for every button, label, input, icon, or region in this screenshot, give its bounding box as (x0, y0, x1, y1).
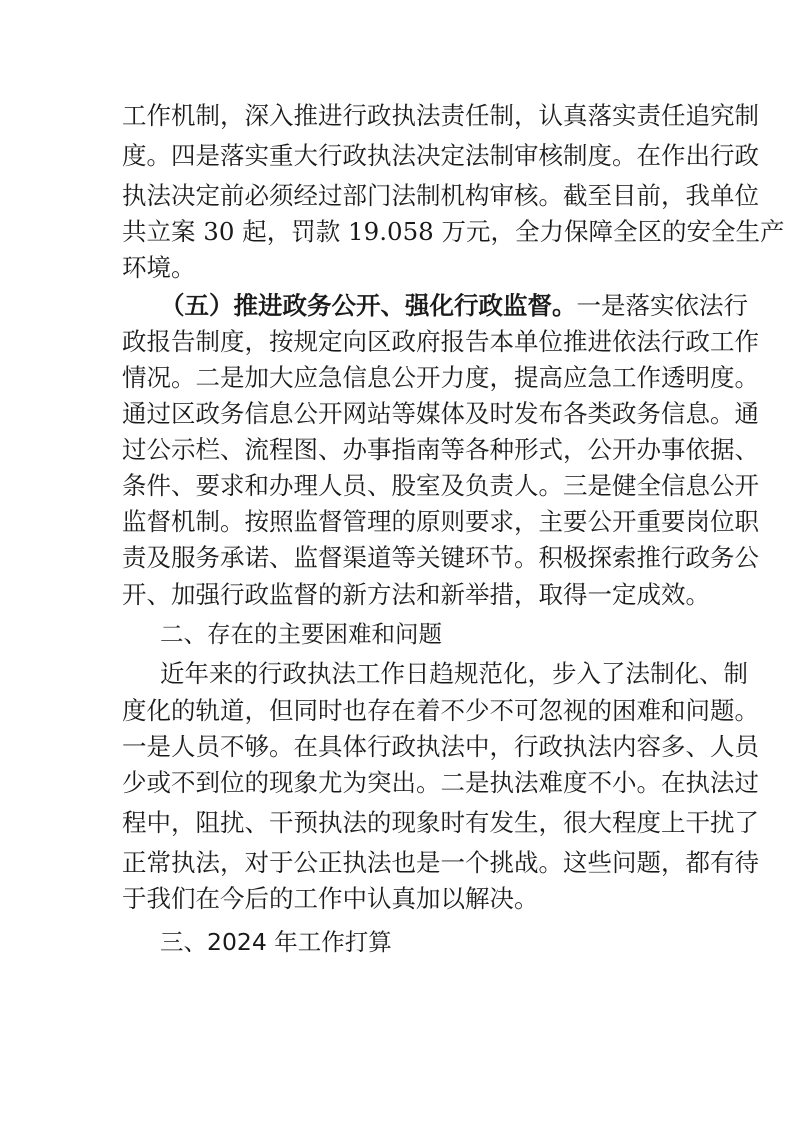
text-line: 一是人员不够。在具体行政执法中，行政执法内容多、人员 (122, 732, 759, 761)
section-two-heading: 二、存在的主要困难和问题 (160, 620, 442, 648)
text-line: 条件、要求和办理人员、股室及负责人。三是健全信息公开 (122, 471, 759, 500)
text-line: 度化的轨道，但同时也存在着不少不可忽视的困难和问题。 (122, 696, 759, 725)
text-line: 责及服务承诺、监督渠道等关键环节。积极探索推行政务公 (122, 543, 759, 572)
text-line: 监督机制。按照监督管理的原则要求，主要公开重要岗位职 (122, 507, 759, 536)
text-line: 工作机制，深入推进行政执法责任制，认真落实责任追究制 (122, 101, 759, 130)
text-line: 情况。二是加大应急信息公开力度，提高应急工作透明度。 (122, 363, 759, 392)
text-line: 正常执法，对于公正执法也是一个挑战。这些问题，都有待 (122, 848, 759, 877)
text-line: 通过区政务信息公开网站等媒体及时发布各类政务信息。通 (122, 399, 759, 428)
text-line: 近年来的行政执法工作日趋规范化，步入了法制化、制 (160, 659, 748, 688)
text-line: 过公示栏、流程图、办事指南等各种形式，公开办事依据、 (122, 435, 759, 464)
text-line: 政报告制度，按规定向区政府报告本单位推进依法行政工作 (122, 327, 759, 356)
text-line: 度。四是落实重大行政执法决定法制审核制度。在作出行政 (122, 141, 759, 170)
section-three-heading: 三、2024 年工作打算 (160, 928, 392, 956)
text-line: 于我们在今后的工作中认真加以解决。 (122, 884, 539, 913)
text-line: 环境。 (122, 253, 196, 282)
text-line: 程中，阻扰、干预执法的现象时有发生，很大程度上干扰了 (122, 808, 759, 837)
text-segment: 一是落实依法行 (576, 291, 748, 320)
section-five-heading: （五）推进政务公开、强化行政监督。 (160, 291, 577, 320)
text-line: 共立案 30 起，罚款 19.058 万元，全力保障全区的安全生产 (122, 217, 785, 246)
text-line: 执法决定前必须经过部门法制机构审核。截至目前，我单位 (122, 181, 759, 210)
section-five-line (160, 291, 748, 321)
text-line: 少或不到位的现象尤为突出。二是执法难度不小。在执法过 (122, 768, 759, 797)
text-line: 开、加强行政监督的新方法和新举措，取得一定成效。 (122, 580, 710, 609)
